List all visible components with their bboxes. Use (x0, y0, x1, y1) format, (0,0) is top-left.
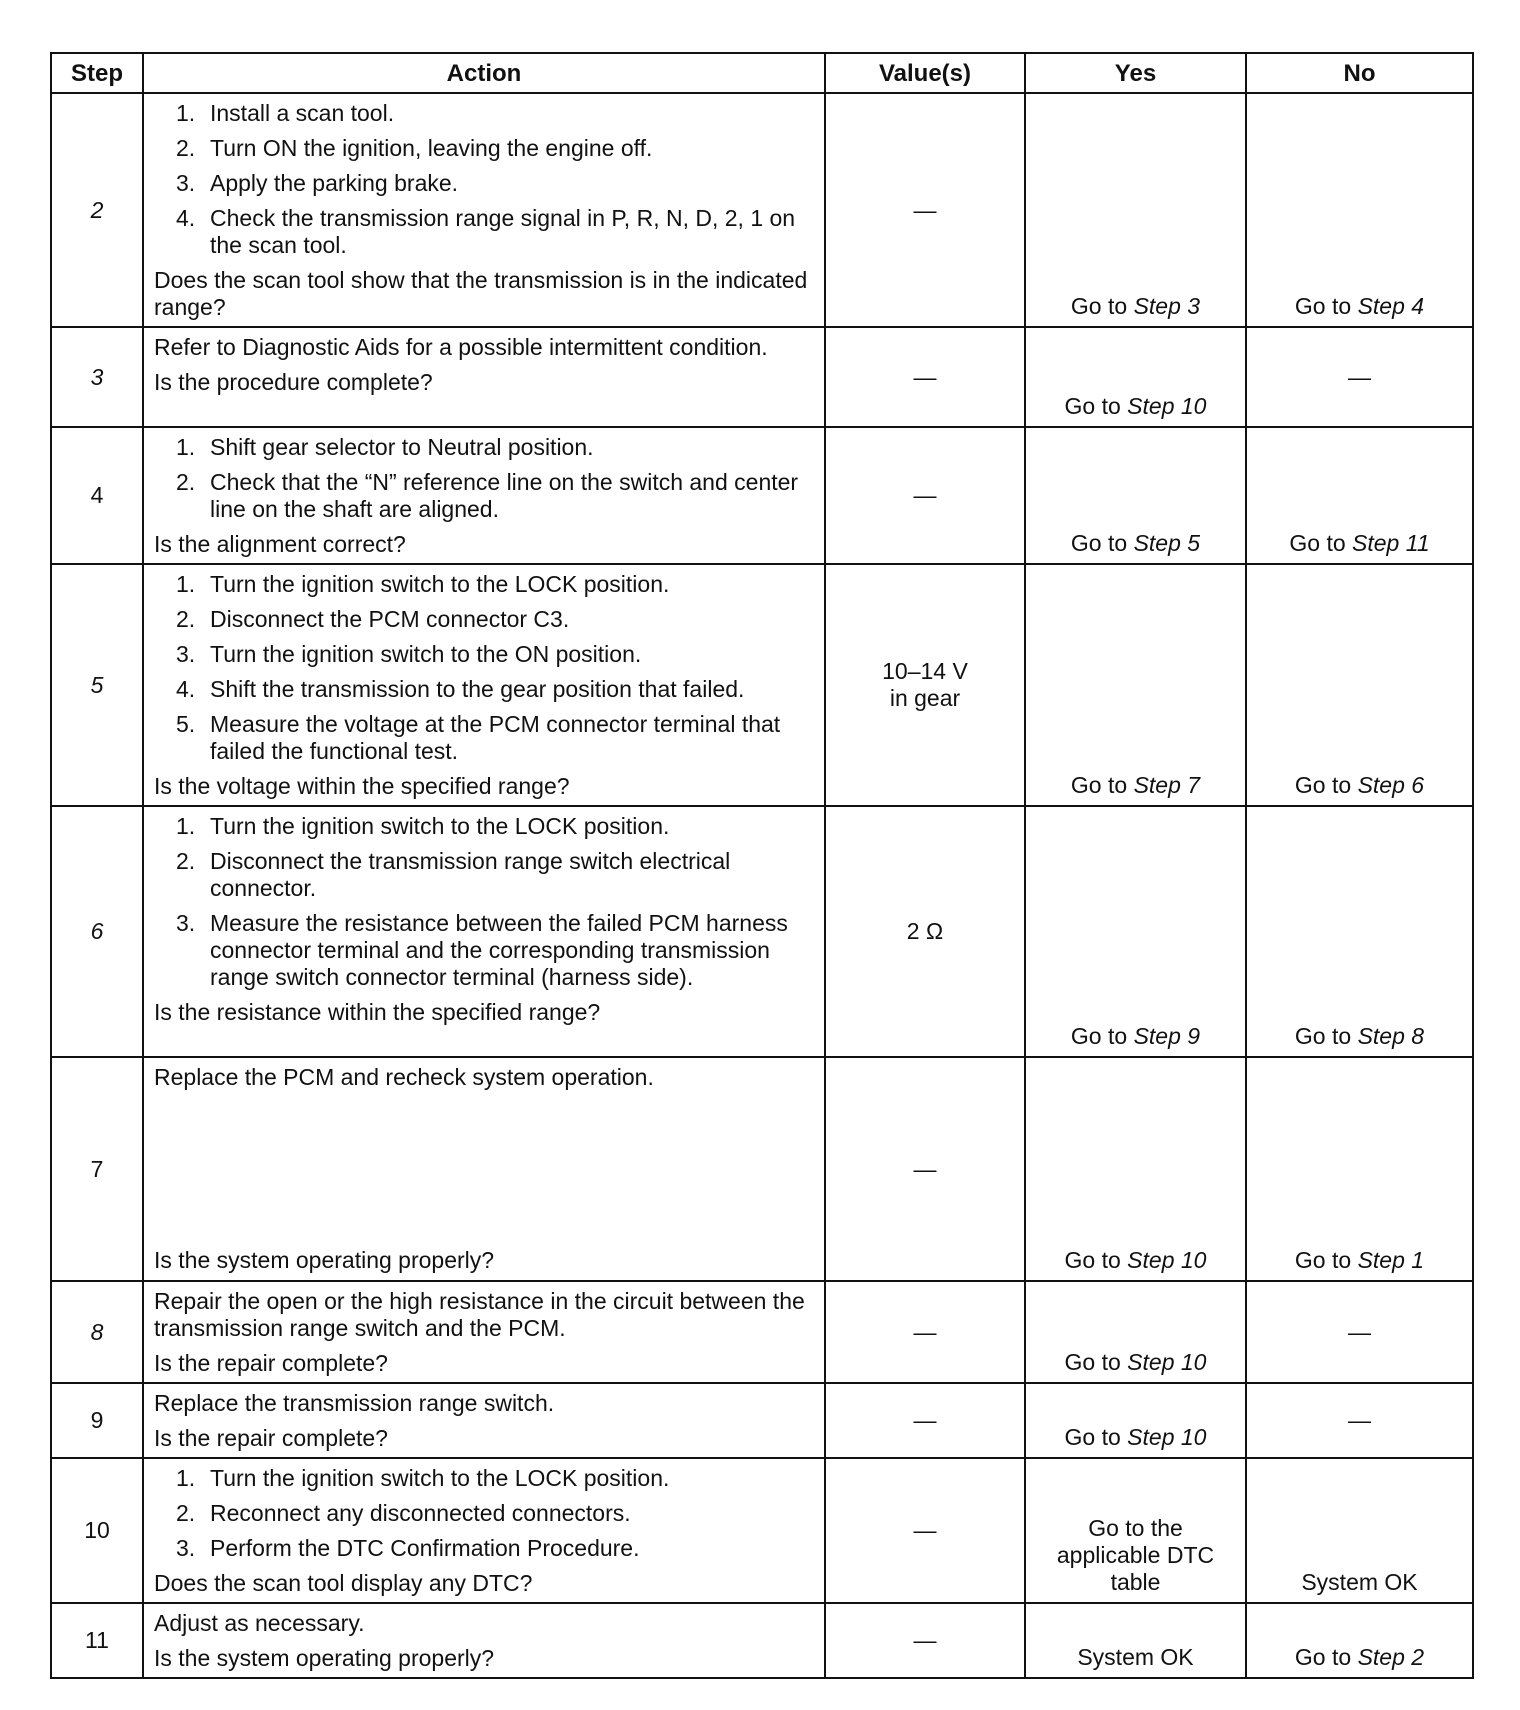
action-cell (143, 1281, 825, 1383)
no-cell: Go to Step 2 (1246, 1603, 1473, 1678)
step-number: 5 (51, 564, 143, 806)
yes-cell: Go to Step 7 (1025, 564, 1246, 806)
yes-cell: System OK (1025, 1603, 1246, 1678)
table-row (51, 93, 1473, 327)
step-number: 8 (51, 1281, 143, 1383)
table-row (51, 1458, 1473, 1603)
value-cell: — (825, 1057, 1025, 1281)
no-cell: Go to Step 6 (1246, 564, 1473, 806)
no-cell: Go to Step 4 (1246, 93, 1473, 327)
list-item: 2. Turn ON the ignition, leaving the engine off. (176, 135, 653, 161)
list-item: 3. Perform the DTC Confirmation Procedure. (176, 1535, 640, 1561)
list-item: 4. Check the transmission range signal in P, R, N, D, 2, 1 on the scan tool. (176, 205, 796, 258)
action-cell (143, 1458, 825, 1603)
no-cell: Go to Step 11 (1246, 427, 1473, 564)
yes-cell: Go to Step 10 (1025, 1281, 1246, 1383)
value-cell: — (825, 1603, 1025, 1678)
action-text: Replace the PCM and recheck system operation. (154, 1064, 654, 1090)
table-row (51, 1281, 1473, 1383)
no-cell: — (1246, 1281, 1473, 1383)
value-cell: — (825, 1281, 1025, 1383)
action-cell (143, 93, 825, 327)
list-item: 2. Disconnect the transmission range switch electrical connector. (176, 848, 731, 901)
table-row (51, 1603, 1473, 1678)
table-row (51, 806, 1473, 1057)
action-question: Is the alignment correct? (154, 531, 406, 557)
diagnostic-table (50, 52, 1474, 1679)
step-number: 6 (51, 806, 143, 1057)
yes-cell: Go to Step 9 (1025, 806, 1246, 1057)
step-number: 3 (51, 327, 143, 427)
action-cell (143, 1383, 825, 1458)
value-cell: 2 Ω (825, 806, 1025, 1057)
no-cell: — (1246, 1383, 1473, 1458)
action-text: Refer to Diagnostic Aids for a possible intermittent condition. (154, 334, 768, 360)
header-values: Value(s) (825, 53, 1025, 93)
table-row (51, 427, 1473, 564)
list-item: 1. Turn the ignition switch to the LOCK position. (176, 813, 670, 839)
list-item: 3. Turn the ignition switch to the ON position. (176, 641, 642, 667)
no-cell: System OK (1246, 1458, 1473, 1603)
list-item: 2. Disconnect the PCM connector C3. (176, 606, 570, 632)
action-question: Is the system operating properly? (154, 1645, 495, 1671)
no-cell: Go to Step 1 (1246, 1057, 1473, 1281)
step-number: 9 (51, 1383, 143, 1458)
action-cell (143, 1603, 825, 1678)
action-cell (143, 327, 825, 427)
action-cell (143, 806, 825, 1057)
step-number: 7 (51, 1057, 143, 1281)
list-item: 2. Check that the “N” reference line on the switch and center line on the shaft are aligned. (176, 469, 799, 522)
action-question: Is the procedure complete? (154, 369, 433, 395)
action-list (154, 100, 814, 259)
action-list (154, 571, 814, 765)
yes-cell: Go to Step 10 (1025, 1383, 1246, 1458)
table-row (51, 1383, 1473, 1458)
list-item: 1. Shift gear selector to Neutral position. (176, 434, 594, 460)
yes-cell: Go to Step 5 (1025, 427, 1246, 564)
value-cell: — (825, 427, 1025, 564)
header-row (51, 53, 1473, 93)
action-list (154, 434, 814, 523)
action-question: Does the scan tool show that the transmission is in the indicated range? (154, 267, 808, 320)
step-number: 11 (51, 1603, 143, 1678)
yes-cell: Go to the applicable DTC table (1025, 1458, 1246, 1603)
table-row (51, 1057, 1473, 1281)
step-number: 4 (51, 427, 143, 564)
list-item: 2. Reconnect any disconnected connectors. (176, 1500, 631, 1526)
header-yes: Yes (1025, 53, 1246, 93)
action-cell (143, 564, 825, 806)
value-cell: — (825, 93, 1025, 327)
action-text: Repair the open or the high resistance in the circuit between the transmission range switch and the PCM. (154, 1288, 805, 1341)
step-number: 2 (51, 93, 143, 327)
list-item: 3. Apply the parking brake. (176, 170, 459, 196)
yes-cell: Go to Step 10 (1025, 327, 1246, 427)
action-text: Replace the transmission range switch. (154, 1390, 555, 1416)
list-item: 1. Turn the ignition switch to the LOCK position. (176, 1465, 670, 1491)
list-item: 4. Shift the transmission to the gear position that failed. (176, 676, 745, 702)
value-cell: 10–14 V in gear (825, 564, 1025, 806)
action-list (154, 1465, 814, 1562)
list-item: 1. Install a scan tool. (176, 100, 395, 126)
table-row (51, 564, 1473, 806)
yes-cell: Go to Step 3 (1025, 93, 1246, 327)
header-no: No (1246, 53, 1473, 93)
action-question: Is the repair complete? (154, 1425, 388, 1451)
table-row (51, 327, 1473, 427)
list-item: 1. Turn the ignition switch to the LOCK position. (176, 571, 670, 597)
list-item: 3. Measure the resistance between the failed PCM harness connector terminal and the corresponding transmission range switch connector terminal (harness side). (176, 910, 788, 990)
list-item: 5. Measure the voltage at the PCM connector terminal that failed the functional test. (176, 711, 781, 764)
action-question: Is the system operating properly? (154, 1247, 495, 1273)
header-action: Action (143, 53, 825, 93)
value-cell: — (825, 327, 1025, 427)
action-question: Does the scan tool display any DTC? (154, 1570, 533, 1596)
step-number: 10 (51, 1458, 143, 1603)
action-question: Is the voltage within the specified range? (154, 773, 570, 799)
action-cell (143, 1057, 825, 1281)
value-cell: — (825, 1383, 1025, 1458)
action-cell (143, 427, 825, 564)
no-cell: Go to Step 8 (1246, 806, 1473, 1057)
action-question: Is the repair complete? (154, 1350, 388, 1376)
value-cell: — (825, 1458, 1025, 1603)
yes-cell: Go to Step 10 (1025, 1057, 1246, 1281)
action-question: Is the resistance within the specified range? (154, 999, 601, 1025)
no-cell: — (1246, 327, 1473, 427)
action-text: Adjust as necessary. (154, 1610, 365, 1636)
action-list (154, 813, 814, 991)
header-step: Step (51, 53, 143, 93)
